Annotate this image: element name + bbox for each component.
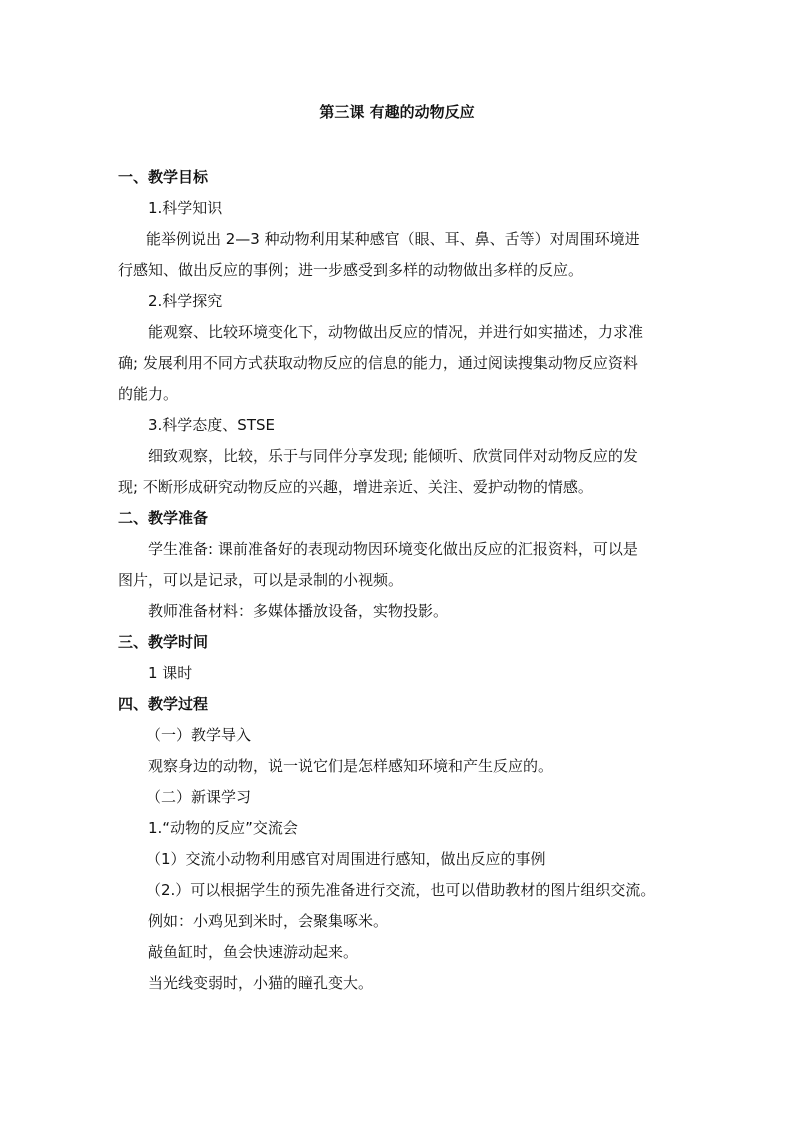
section-heading: 三、教学时间 (118, 633, 209, 651)
paragraph-line: 确; 发展利用不同方式获取动物反应的信息的能力，通过阅读搜集动物反应资料 (118, 354, 638, 372)
paragraph-line: 的能力。 (118, 385, 179, 403)
section-heading: 二、教学准备 (118, 509, 209, 527)
paragraph-line: （二）新课学习 (146, 788, 252, 806)
paragraph-line: 3.科学态度、STSE (148, 416, 275, 434)
paragraph-line: 2.科学探究 (148, 292, 223, 310)
section-heading: 四、教学过程 (118, 695, 209, 713)
paragraph-line: 图片，可以是记录，可以是录制的小视频。 (118, 571, 404, 589)
paragraph-line: （1）交流小动物利用感官对周围进行感知，做出反应的事例 (146, 850, 546, 868)
paragraph-line: 1.科学知识 (148, 199, 223, 217)
paragraph-line: 1 课时 (148, 664, 193, 682)
paragraph-line: 当光线变弱时，小猫的瞳孔变大。 (148, 974, 374, 992)
paragraph-line: 细致观察，比较，乐于与同伴分享发现; 能倾听、欣赏同伴对动物反应的发 (148, 447, 638, 465)
paragraph-line: 现; 不断形成研究动物反应的兴趣，增进亲近、关注、爱护动物的情感。 (118, 478, 593, 496)
paragraph-line: 敲鱼缸时，鱼会快速游动起来。 (148, 943, 359, 961)
paragraph-line: 行感知、做出反应的事例；进一步感受到多样的动物做出多样的反应。 (118, 261, 584, 279)
lesson-body (118, 162, 680, 999)
paragraph-line: 能举例说出 2—3 种动物利用某种感官（眼、耳、鼻、舌等）对周围环境进 (146, 230, 640, 248)
paragraph-line: 能观察、比较环境变化下，动物做出反应的情况，并进行如实描述，力求准 (148, 323, 644, 341)
paragraph-line: 教师准备材料：多媒体播放设备，实物投影。 (148, 602, 449, 620)
lesson-title: 第三课 有趣的动物反应 (319, 103, 475, 121)
paragraph-line: 学生准备: 课前准备好的表现动物因环境变化做出反应的汇报资料，可以是 (148, 540, 638, 558)
paragraph-line: 观察身边的动物，说一说它们是怎样感知环境和产生反应的。 (148, 757, 554, 775)
paragraph-line: （2.）可以根据学生的预先准备进行交流，也可以借助教材的图片组织交流。 (146, 881, 656, 899)
paragraph-line: 1.“动物的反应”交流会 (148, 819, 298, 837)
paragraph-line: （一）教学导入 (146, 726, 252, 744)
section-heading: 一、教学目标 (118, 168, 209, 186)
paragraph-line: 例如：小鸡见到米时，会聚集啄米。 (148, 912, 389, 930)
